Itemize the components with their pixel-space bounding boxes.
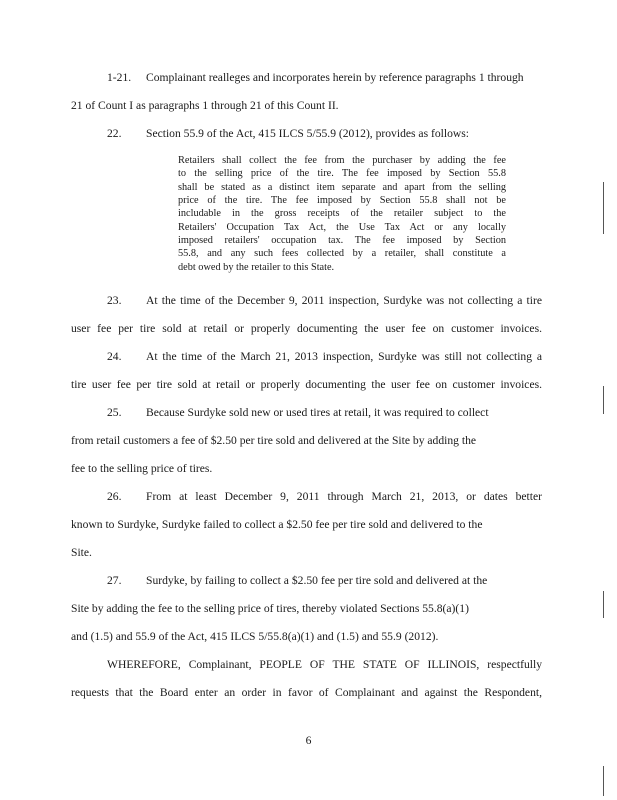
- paragraph-25-line-1: [107, 406, 542, 420]
- wherefore-line-2: requests that the Board enter an order in favor of Complainant and against the Respondent,: [71, 686, 542, 699]
- paragraph-number: 24.: [107, 350, 122, 363]
- block-quote-line: debt owed by the retailer to this State.: [178, 262, 335, 273]
- paragraph-number: 27.: [107, 574, 122, 587]
- wherefore-line-1: WHEREFORE, Complainant, PEOPLE OF THE STATE OF ILLINOIS, respectfully: [107, 658, 542, 671]
- paragraph-number: 26.: [107, 490, 122, 503]
- margin-revision-bar: [603, 182, 604, 234]
- paragraph-22-line-1: [107, 127, 542, 141]
- margin-revision-bar: [603, 386, 604, 414]
- paragraph-1-21-line-2: 21 of Count I as paragraphs 1 through 21 of this Count II.: [71, 99, 339, 112]
- paragraph-24-line-2: tire user fee per tire sold at retail or properly documenting the user fee on customer invoices.: [71, 378, 542, 391]
- paragraph-number: 25.: [107, 406, 122, 419]
- block-quote-line: Retailers' Occupation Tax Act, the Use Tax Act or any locally: [178, 222, 506, 233]
- paragraph-26-line-2: known to Surdyke, Surdyke failed to collect a $2.50 fee per tire sold and delivered to the: [71, 518, 483, 531]
- block-quote-line: to the selling price of the tire. The fee imposed by Section 55.8: [178, 168, 506, 179]
- paragraph-23-line-2: user fee per tire sold at retail or properly documenting the user fee on customer invoices.: [71, 322, 542, 335]
- paragraph-25-line-3: fee to the selling price of tires.: [71, 462, 213, 475]
- paragraph-text: Surdyke, by failing to collect a $2.50 fee per tire sold and delivered at the: [146, 574, 488, 587]
- paragraph-27-line-3: and (1.5) and 55.9 of the Act, 415 ILCS 5/55.8(a)(1) and (1.5) and 55.9 (2012).: [71, 630, 439, 643]
- paragraph-27-line-1: [107, 574, 542, 588]
- margin-revision-bar: [603, 766, 604, 796]
- paragraph-1-21-line-1: [107, 71, 542, 85]
- paragraph-27-line-2: Site by adding the fee to the selling price of tires, thereby violated Sections 55.8(a)(1): [71, 602, 469, 615]
- block-quote-line: includable in the gross receipts of the retailer subject to the: [178, 208, 506, 219]
- paragraph-text: Complainant realleges and incorporates herein by reference paragraphs 1 through: [146, 71, 524, 84]
- paragraph-text: At the time of the March 21, 2013 inspection, Surdyke was still not collecting a: [146, 350, 542, 363]
- paragraph-23-line-1: [107, 294, 542, 308]
- paragraph-text: Section 55.9 of the Act, 415 ILCS 5/55.9 (2012), provides as follows:: [146, 127, 469, 140]
- paragraph-number: 1-21.: [107, 71, 132, 84]
- paragraph-25-line-2: from retail customers a fee of $2.50 per tire sold and delivered at the Site by adding the: [71, 434, 477, 447]
- paragraph-text: From at least December 9, 2011 through March 21, 2013, or dates better: [146, 490, 542, 503]
- paragraph-text: At the time of the December 9, 2011 inspection, Surdyke was not collecting a tire: [146, 294, 542, 307]
- margin-revision-bar: [603, 591, 604, 618]
- paragraph-26-line-3: Site.: [71, 546, 92, 559]
- block-quote-line: price of the tire. The fee imposed by Section 55.8 shall not be: [178, 195, 506, 206]
- paragraph-number: 22.: [107, 127, 122, 140]
- paragraph-number: 23.: [107, 294, 122, 307]
- paragraph-26-line-1: [107, 490, 542, 504]
- block-quote-line: Retailers shall collect the fee from the purchaser by adding the fee: [178, 155, 506, 166]
- block-quote-line: imposed retailers' occupation tax. The fee imposed by Section: [178, 235, 506, 246]
- paragraph-24-line-1: [107, 350, 542, 364]
- block-quote-line: 55.8, and any such fees collected by a retailer, shall constitute a: [178, 248, 506, 259]
- paragraph-text: Because Surdyke sold new or used tires at retail, it was required to collect: [146, 406, 489, 419]
- page-number: 6: [305, 734, 312, 747]
- block-quote-line: shall be stated as a distinct item separate and apart from the selling: [178, 182, 506, 193]
